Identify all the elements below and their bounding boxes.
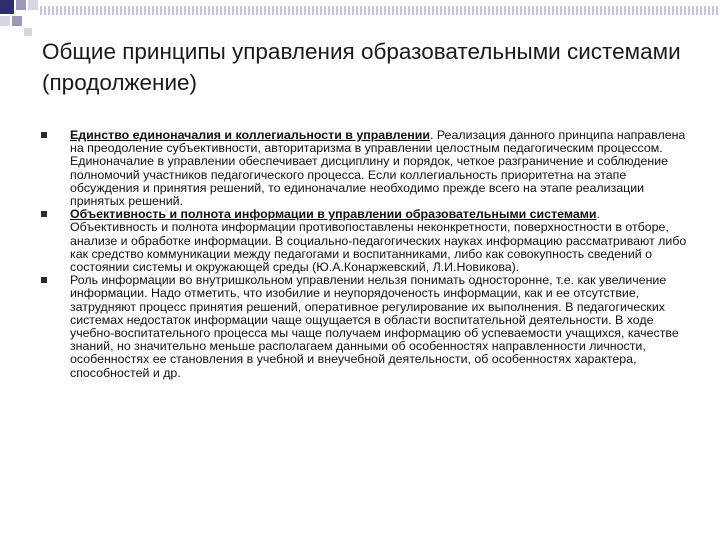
bullet-list [40, 129, 690, 380]
list-item [40, 208, 690, 274]
bullet-square-icon [41, 211, 47, 217]
deco-square-dark [0, 0, 14, 14]
list-item [40, 129, 690, 208]
item-text: Роль информации во внутришкольном управлении нельзя понимать односторонне, т.е. как увеличение информации. Надо отметить, что изобилие и неупорядоченость информации, как и ее отсутствие, затрудняют процесс принятия решений, оперативное регулирование их выполнения. В педагогических системах недостаток информации чаще ощущается в области воспитательной деятельности. В ходе учебно-воспитательного процесса мы чаще получаем информацию об успеваемости учащихся, качестве знаний, но значительно меньше располагаем данными об особенностях направленности личности, особенностях ее становления в учебной и внеучебной деятельности, об особенностях характера, способностей и др. [70, 273, 679, 380]
bullet-square-icon [41, 277, 47, 283]
deco-square-light [28, 0, 38, 10]
item-heading: Объективность и полнота информации в управлении образовательными системами [70, 207, 597, 222]
bullet-square-icon [41, 132, 47, 138]
item-heading: Единство единоначалия и коллегиальности в управлении [70, 128, 430, 142]
deco-square-mid [16, 0, 26, 10]
deco-square-mid [12, 16, 22, 26]
list-item [40, 274, 690, 380]
deco-square-light [0, 16, 10, 26]
item-text: . Реализация данного принципа направлена на преодоление субъективности, авторитаризма в управлении целостным педагогическим процессом. Единоначалие в управлении обеспечивает дисциплину и порядок, четкое разграничение и соблюдение полномочий участников педагогического процесса. Если коллегиальность приоритетна на этапе обсуждения и принятия решений, то единоначалие необходимо прежде всего на этапе реализации принятых решений. [70, 128, 686, 209]
deco-square-light [24, 28, 32, 36]
item-text: . Объективность и полнота информации противопоставлены неконкретности, поверхностности в отборе, анализе и обработке информации. В социально-педагогических науках информацию рассматривают либо как средство коммуникации между педагогами и воспитанниками, либо как совокупность сведений о состоянии системы и окружающей среды (Ю.А.Конаржевский, Л.И.Новикова). [70, 207, 687, 275]
top-rule [40, 6, 720, 15]
slide-title: Общие принципы управления образовательными системами (продолжение) [42, 39, 681, 95]
